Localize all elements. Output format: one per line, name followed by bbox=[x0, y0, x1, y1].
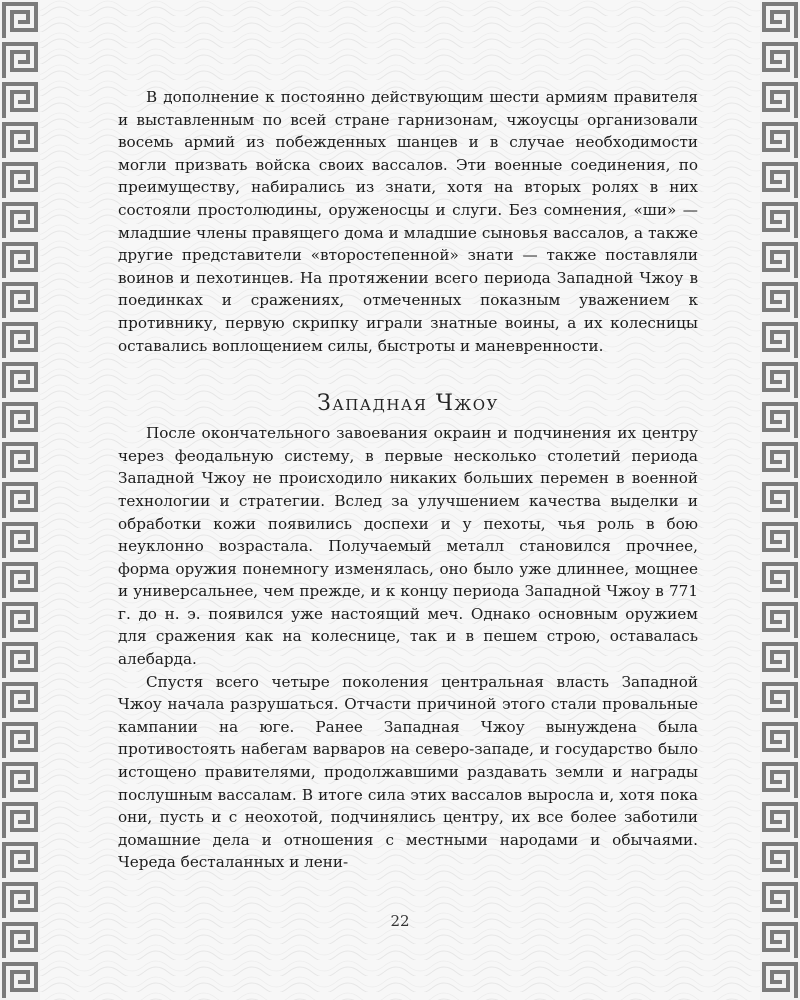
page-number: 22 bbox=[390, 912, 410, 930]
text-column bbox=[118, 86, 698, 874]
section-heading: Западная Чжоу bbox=[317, 391, 499, 417]
paragraph-western-zhou-conquest: После окончательного завоевания окраин и подчинения их центру через феодальную систему, в первые несколько столетий периода Западной Чжоу не происходило никаких больших перемен в военной технологии и стратегии. Вслед за улучшением качества выделки и обработки кожи появились доспехи и у пехоты, чья роль в бою неуклонно возрастала. Получаемый металл становился прочнее, форма оружия понемногу изменялась, оно было уже длиннее, мощнее и универсальнее, чем прежде, и к концу периода Западной Чжоу в 771 г. до н. э. появился уже настоящий меч. Однако основным оружием для сражения как на колеснице, так и в пешем строю, оставалась алебарда. bbox=[118, 424, 698, 669]
right-greek-key-border bbox=[760, 0, 800, 1000]
paragraph-armies: В дополнение к постоянно действующим шести армиям правителя и выставленным по всей стране гарнизонам, чжоусцы организовали восемь армий из побежденных шанцев и в случае необходимости могли призвать войска своих вассалов. Эти военные соединения, по преимуществу, набирались из знати, хотя на вторых ролях в них состояли простолюдины, оруженосцы и слуги. Без сомнения, «ши» — младшие члены правящего дома и младшие сыновья вассалов, а также другие представители «второстепенной» знати — также поставляли воинов и пехотинцев. На протяжении всего периода Западной Чжоу в поединках и сражениях, отмеченных показным уважением к противнику, первую скрипку играли знатные воины, а их колесницы оставались воплощением силы, быстроты и маневренности. bbox=[118, 88, 698, 355]
paragraph-central-power-decline: Спустя всего четыре поколения центральная власть Западной Чжоу начала разрушаться. Отчасти причиной этого стали провальные кампании на юге. Ранее Западная Чжоу вынуждена была противостоять набегам варваров на северо-западе, и государство было истощено правителями, продолжавшими раздавать земли и награды послушным вассалам. В итоге сила этих вассалов выросла и, хотя пока они, пусть и с неохотой, подчинялись центру, их все более заботили домашние дела и отношения с местными народами и обычаями. Череда бесталанных и лени- bbox=[118, 672, 698, 872]
left-greek-key-border bbox=[0, 0, 40, 1000]
